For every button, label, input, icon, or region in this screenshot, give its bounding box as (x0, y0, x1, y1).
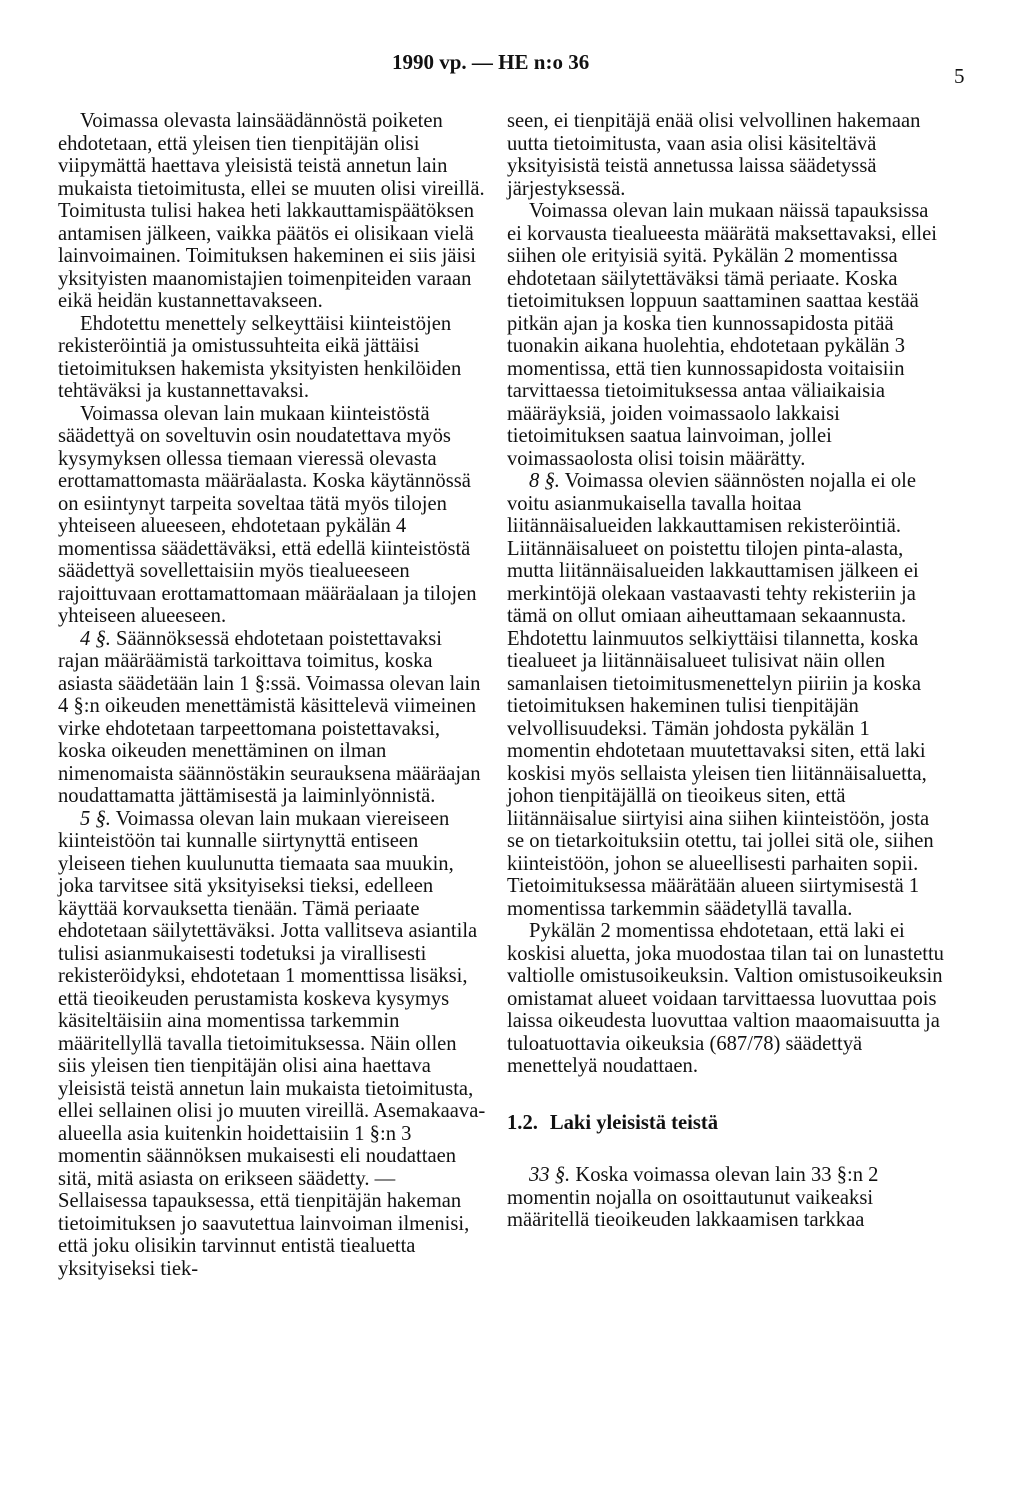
section-marker: 5 §. (80, 807, 111, 830)
right-column (507, 110, 947, 1232)
paragraph-text: Säännöksessä ehdotetaan poistettavaksi rajan määräämistä tarkoittava toimitus, koska asiasta säädetään lain 1 §:ssä. Voimassa olevan lain 4 §:n oikeuden menettämistä käsittelevä viimeinen virke ehdotetaan tarpeettomana poistettavaksi, koska oikeuden menettäminen on ilman nimenomaista säännöstäkin seurauksena määräajan noudattamatta jättämisestä ja laiminlyönnistä. (58, 627, 481, 807)
paragraph (507, 1164, 947, 1232)
paragraph-text: Voimassa olevien säännösten nojalla ei ole voitu asianmukaisella tavalla hoitaa liitännäisalueiden lakkauttamisen rekisteröintiä. Liitännäisalueet on poistettu tilojen pinta-alasta, mutta liitännäisalueiden lakkauttamisen jälkeen ei merkintöjä olekaan vastaavasti tehty rekisteriin ja tämä on ollut omiaan aiheuttamaan sekaannusta. Ehdotettu lainmuutos selkiyttäisi tilannetta, koska tiealueet ja liitännäisalueet tulisivat näin ollen samanlaisen tietoimitusmenettelyn piiriin ja koska tietoimituksen hakeminen tulisi tienpitäjän velvollisuudeksi. Tämän johdosta pykälän 1 momentin ehdotetaan muutettavaksi siten, että laki koskisi myös sellaista yleisen tien liitännäisaluetta, johon tienpitäjällä on tieoikeus siten, että liitännäisalue siirtyisi aina siihen kiinteistöön, josta se on tietarkoituksiin otettu, tai jollei sitä ole, siihen kiinteistöön, johon se alueellisesti parhaiten sopii. Tietoimituksessa määrätään alueen siirtymisestä 1 momentissa tarkemmin säädetyllä tavalla. (507, 470, 934, 920)
left-column (58, 110, 488, 1280)
paragraph (58, 808, 488, 1281)
paragraph-text: Voimassa olevan lain mukaan viereiseen kiinteistöön tai kunnalle siirtynyttä entiseen yleiseen tiehen kuulunutta tiemaata saa muukin, joka tarvitsee sitä yksityiseksi tieksi, edelleen käyttää korvauksetta tienään. Tämä periaate ehdotetaan säilytettäväksi. Jotta vallitseva asiantila tulisi asianmukaisesti todetuksi ja virallisesti rekisteröidyksi, ehdotetaan 1 momenttissa lisäksi, että tieoikeuden perustamista koskeva kysymys käsiteltäisiin aina momentissa tarkemmin määritellyllä tavalla tietoimituksessa. Näin ollen siis yleisen tien tienpitäjän olisi aina haettava yleisistä teistä annetun lain mukaista tietoimitusta, ellei sellainen olisi jo muuten vireillä. Asemakaava-alueella asia kuitenkin hoidettaisiin 1 §:n 3 momentin säännöksen mukaisesti eli noudattaen sitä, mitä asiasta on erikseen säädetty. — Sellaisessa tapauksessa, että tienpitäjän hakeman tietoimituksen jo saavutettua lainvoiman ilmenisi, että joku olisikin tarvinnut entistä tiealuetta yksityiseksi tiek- (58, 807, 486, 1280)
section-marker: 4 §. (80, 627, 111, 650)
paragraph (507, 470, 947, 920)
paragraph: Ehdotettu menettely selkeyttäisi kiinteistöjen rekisteröintiä ja omistussuhteita eikä jättäisi tietoimituksen hakemista yksityisten henkilöiden tehtäväksi ja kustannettavaksi. (58, 312, 462, 402)
paragraph: Voimassa olevan lain mukaan näissä tapauksissa ei korvausta tiealueesta määrätä maksettavaksi, ellei siihen ole erityisiä syitä. Pykälän 2 momentissa ehdotetaan säilytettäväksi tämä periaate. Koska tietoimituksen loppuun saattaminen saattaa kestää pitkän ajan ja koska tien kunnossapidosta pitää tuonakin aikana huolehtia, ehdotetaan pykälän 3 momentissa, että tien kunnossapidosta voitaisiin tarvittaessa tietoimituksessa antaa väliaikaisia määräyksiä, joiden voimassaolo lakkaisi tietoimituksen saatua lainvoiman, jollei voimassaolosta olisi toisin määrätty. (507, 200, 937, 470)
paragraph: Voimassa olevan lain mukaan kiinteistöstä säädettyä on soveltuvin osin noudatettava myös kysymyksen ollessa tiemaan vieressä olevasta erottamattomasta määräalasta. Koska käytännössä on esiintynyt tarpeita soveltaa tätä myös tilojen yhteiseen alueeseen, ehdotetaan pykälän 4 momentissa säädettäväksi, että edellä kiinteistöstä säädettyä sovellettaisiin myös tiealueeseen rajoittuvaan erottamattomaan määräalaan ja tilojen yhteiseen alueeseen. (58, 402, 477, 627)
section-marker: 8 §. (529, 470, 560, 492)
paragraph (58, 628, 488, 808)
heading-number: 1.2. (507, 1111, 538, 1134)
paragraph-text: Koska voimassa olevan lain 33 §:n 2 momentin nojalla on osoittautunut vaikeaksi määritellä tieoikeuden lakkaamisen tarkkaa (507, 1164, 879, 1231)
section-heading (507, 1112, 947, 1135)
page-number: 5 (954, 64, 965, 88)
running-title: 1990 vp. — HE n:o 36 (392, 50, 590, 74)
paragraph: seen, ei tienpitäjä enää olisi velvollinen hakemaan uutta tietoimitusta, vaan asia olisi käsiteltävä yksityisistä teistä annetussa laissa säädetyssä järjestyksessä. (507, 110, 921, 200)
paragraph: Pykälän 2 momentissa ehdotetaan, että laki ei koskisi aluetta, joka muodostaa tilan tai on lunastettu valtiolle omistusoikeuksin. Valtion omistusoikeuksin omistamat alueet voidaan tarvittaessa luovuttaa pois laissa oikeudesta luovuttaa valtion maaomaisuutta ja tuloatuottavia oikeuksia (687/78) säädettyä menettelyä noudattaen. (507, 920, 944, 1077)
paragraph: Voimassa olevasta lainsäädännöstä poiketen ehdotetaan, että yleisen tien tienpitäjän olisi viipymättä haettava yleisistä teistä annetun lain mukaista tietoimitusta, ellei se muuten olisi vireillä. Toimitusta tulisi hakea heti lakkauttamispäätöksen antamisen jälkeen, vaikka päätös ei olisikaan vielä lainvoimainen. Toimituksen hakeminen ei siis jäisi yksityisten maanomistajien toimenpiteiden varaan eikä heidän kustannettavakseen. (58, 110, 485, 312)
section-marker: 33 §. (529, 1164, 571, 1186)
heading-text: Laki yleisistä teistä (549, 1111, 719, 1134)
